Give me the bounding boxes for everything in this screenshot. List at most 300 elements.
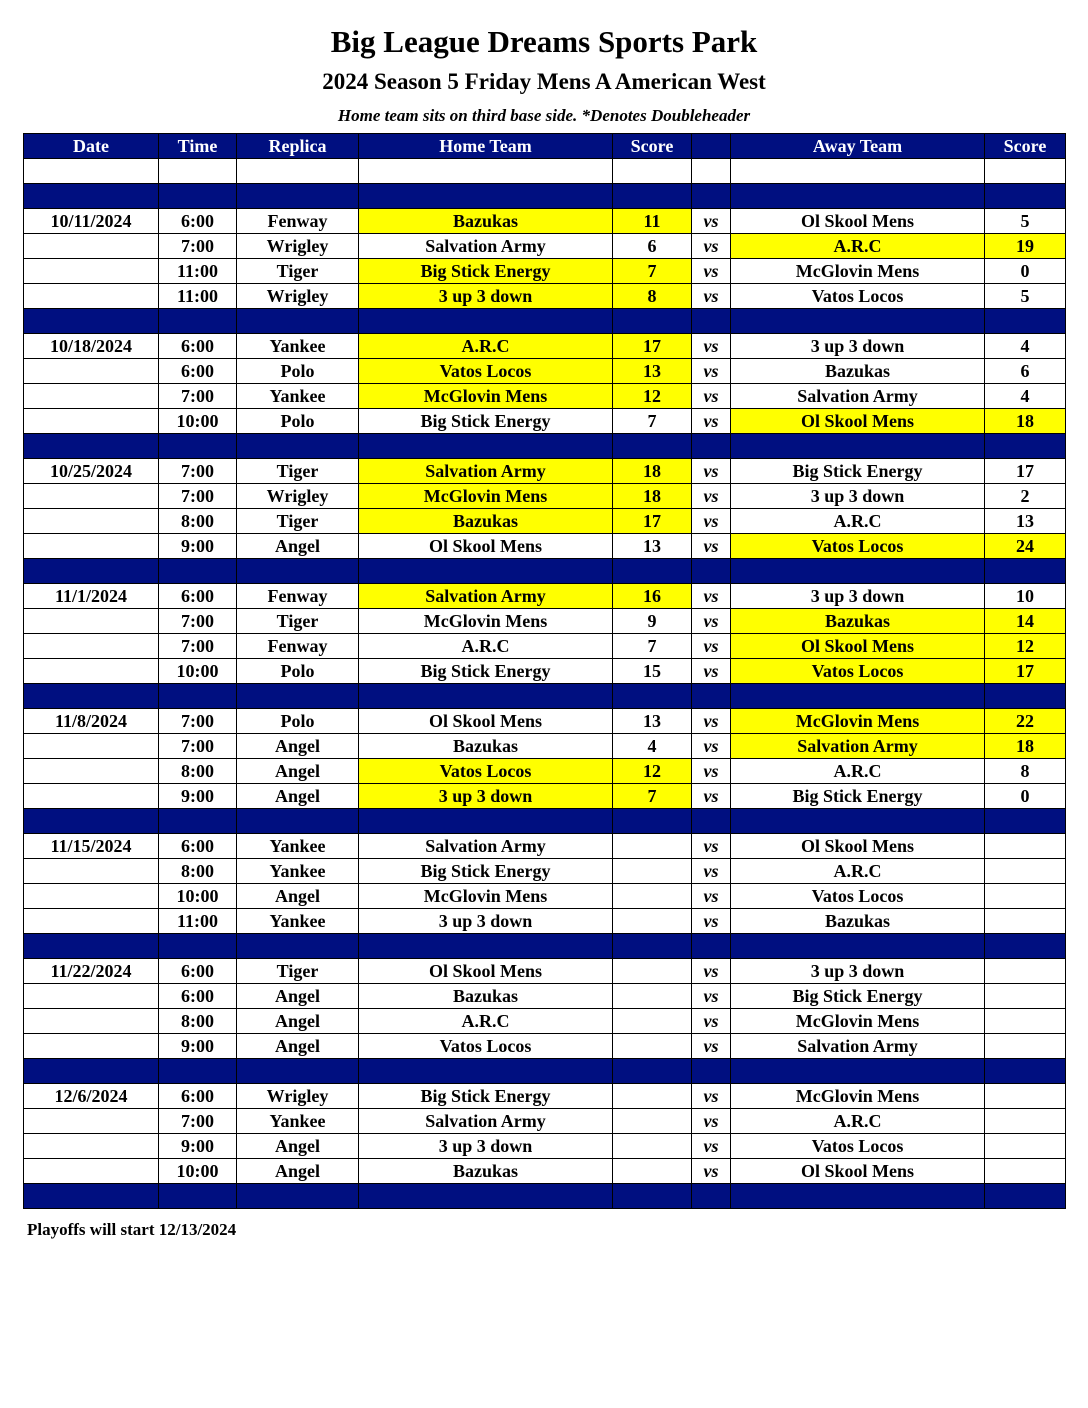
empty-cell	[359, 309, 613, 334]
home-team-cell: Big Stick Energy	[359, 1084, 613, 1109]
away-score-cell	[985, 959, 1066, 984]
home-score-cell	[613, 884, 692, 909]
empty-cell	[692, 309, 731, 334]
replica-cell: Wrigley	[237, 1084, 359, 1109]
time-cell: 7:00	[159, 459, 237, 484]
date-cell	[24, 759, 159, 784]
time-cell: 8:00	[159, 509, 237, 534]
game-row	[24, 359, 1066, 384]
game-row	[24, 1134, 1066, 1159]
game-row	[24, 334, 1066, 359]
replica-cell: Tiger	[237, 509, 359, 534]
game-row	[24, 584, 1066, 609]
date-cell	[24, 734, 159, 759]
away-score-cell: 2	[985, 484, 1066, 509]
away-score-cell: 4	[985, 384, 1066, 409]
vs-cell: vs	[692, 834, 731, 859]
home-team-cell: 3 up 3 down	[359, 909, 613, 934]
away-team-cell: Salvation Army	[731, 734, 985, 759]
replica-cell: Tiger	[237, 609, 359, 634]
col-header-vs	[692, 134, 731, 159]
vs-cell: vs	[692, 1084, 731, 1109]
vs-cell: vs	[692, 1159, 731, 1184]
empty-cell	[692, 1059, 731, 1084]
empty-cell	[24, 434, 159, 459]
playoffs-note: Playoffs will start 12/13/2024	[27, 1220, 237, 1239]
home-score-cell	[613, 1009, 692, 1034]
home-team-cell: Ol Skool Mens	[359, 534, 613, 559]
away-team-cell: A.R.C	[731, 1109, 985, 1134]
col-header-home-team: Home Team	[359, 134, 613, 159]
empty-cell	[731, 309, 985, 334]
home-team-cell: Salvation Army	[359, 834, 613, 859]
col-header-date: Date	[24, 134, 159, 159]
vs-cell: vs	[692, 784, 731, 809]
away-team-cell: Salvation Army	[731, 1034, 985, 1059]
away-score-cell: 8	[985, 759, 1066, 784]
game-row	[24, 459, 1066, 484]
away-score-cell: 6	[985, 359, 1066, 384]
empty-cell	[731, 559, 985, 584]
time-cell: 7:00	[159, 734, 237, 759]
vs-cell: vs	[692, 1134, 731, 1159]
game-row	[24, 534, 1066, 559]
away-score-cell: 18	[985, 409, 1066, 434]
empty-cell	[159, 434, 237, 459]
vs-cell: vs	[692, 484, 731, 509]
away-score-cell	[985, 1159, 1066, 1184]
col-header-home-score: Score	[613, 134, 692, 159]
home-team-cell: Salvation Army	[359, 234, 613, 259]
date-cell: 10/11/2024	[24, 209, 159, 234]
empty-cell	[359, 159, 613, 184]
vs-cell: vs	[692, 609, 731, 634]
away-score-cell: 14	[985, 609, 1066, 634]
replica-cell: Fenway	[237, 209, 359, 234]
away-team-cell: Vatos Locos	[731, 1134, 985, 1159]
replica-cell: Angel	[237, 759, 359, 784]
away-score-cell	[985, 834, 1066, 859]
home-team-cell: McGlovin Mens	[359, 609, 613, 634]
week-separator-row	[24, 434, 1066, 459]
empty-cell	[237, 159, 359, 184]
empty-cell	[159, 1184, 237, 1209]
away-team-cell: A.R.C	[731, 509, 985, 534]
empty-cell	[613, 809, 692, 834]
week-separator-row	[24, 684, 1066, 709]
empty-cell	[731, 809, 985, 834]
vs-cell: vs	[692, 884, 731, 909]
week-separator-row	[24, 809, 1066, 834]
empty-cell	[24, 684, 159, 709]
game-row	[24, 909, 1066, 934]
replica-cell: Angel	[237, 884, 359, 909]
away-team-cell: A.R.C	[731, 234, 985, 259]
home-team-cell: McGlovin Mens	[359, 884, 613, 909]
replica-cell: Fenway	[237, 584, 359, 609]
vs-cell: vs	[692, 909, 731, 934]
empty-cell	[237, 934, 359, 959]
time-cell: 6:00	[159, 834, 237, 859]
home-team-cell: Salvation Army	[359, 459, 613, 484]
empty-cell	[613, 1059, 692, 1084]
game-row	[24, 859, 1066, 884]
date-cell: 10/25/2024	[24, 459, 159, 484]
away-score-cell	[985, 909, 1066, 934]
vs-cell: vs	[692, 384, 731, 409]
time-cell: 10:00	[159, 409, 237, 434]
date-cell	[24, 359, 159, 384]
empty-cell	[731, 684, 985, 709]
away-team-cell: Big Stick Energy	[731, 459, 985, 484]
replica-cell: Tiger	[237, 459, 359, 484]
empty-cell	[24, 559, 159, 584]
schedule-body	[24, 159, 1066, 1209]
home-team-cell: A.R.C	[359, 334, 613, 359]
empty-cell	[613, 309, 692, 334]
home-team-cell: Ol Skool Mens	[359, 959, 613, 984]
time-cell: 7:00	[159, 484, 237, 509]
game-row	[24, 409, 1066, 434]
time-cell: 6:00	[159, 209, 237, 234]
time-cell: 6:00	[159, 959, 237, 984]
replica-cell: Wrigley	[237, 484, 359, 509]
replica-cell: Angel	[237, 784, 359, 809]
replica-cell: Polo	[237, 709, 359, 734]
away-score-cell: 24	[985, 534, 1066, 559]
time-cell: 7:00	[159, 709, 237, 734]
date-cell	[24, 1134, 159, 1159]
empty-cell	[24, 184, 159, 209]
replica-cell: Polo	[237, 659, 359, 684]
away-score-cell: 17	[985, 459, 1066, 484]
home-score-cell	[613, 909, 692, 934]
home-team-cell: Vatos Locos	[359, 359, 613, 384]
away-team-cell: Ol Skool Mens	[731, 634, 985, 659]
time-cell: 8:00	[159, 759, 237, 784]
replica-cell: Yankee	[237, 859, 359, 884]
home-score-cell: 7	[613, 634, 692, 659]
home-score-cell: 13	[613, 359, 692, 384]
time-cell: 9:00	[159, 1034, 237, 1059]
empty-cell	[237, 809, 359, 834]
replica-cell: Yankee	[237, 384, 359, 409]
away-team-cell: Salvation Army	[731, 384, 985, 409]
home-team-cell: Big Stick Energy	[359, 409, 613, 434]
date-cell	[24, 234, 159, 259]
col-header-replica: Replica	[237, 134, 359, 159]
empty-cell	[159, 559, 237, 584]
game-row	[24, 659, 1066, 684]
schedule-note: Home team sits on third base side. *Denotes Doubleheader	[337, 106, 751, 125]
replica-cell: Yankee	[237, 834, 359, 859]
away-score-cell: 0	[985, 259, 1066, 284]
empty-cell	[24, 159, 159, 184]
vs-cell: vs	[692, 234, 731, 259]
home-score-cell	[613, 1134, 692, 1159]
home-team-cell: Bazukas	[359, 1159, 613, 1184]
empty-cell	[613, 434, 692, 459]
game-row	[24, 484, 1066, 509]
away-team-cell: McGlovin Mens	[731, 1009, 985, 1034]
away-team-cell: McGlovin Mens	[731, 259, 985, 284]
time-cell: 7:00	[159, 384, 237, 409]
away-team-cell: Vatos Locos	[731, 534, 985, 559]
empty-cell	[731, 1059, 985, 1084]
time-cell: 6:00	[159, 334, 237, 359]
home-score-cell: 7	[613, 409, 692, 434]
game-row	[24, 959, 1066, 984]
week-separator-row	[24, 309, 1066, 334]
replica-cell: Angel	[237, 734, 359, 759]
empty-cell	[985, 184, 1066, 209]
empty-cell	[692, 684, 731, 709]
game-row	[24, 984, 1066, 1009]
away-score-cell: 18	[985, 734, 1066, 759]
vs-cell: vs	[692, 1009, 731, 1034]
vs-cell: vs	[692, 334, 731, 359]
home-score-cell	[613, 1109, 692, 1134]
home-score-cell: 6	[613, 234, 692, 259]
empty-cell	[692, 1184, 731, 1209]
time-cell: 6:00	[159, 1084, 237, 1109]
home-team-cell: Vatos Locos	[359, 1034, 613, 1059]
empty-cell	[692, 934, 731, 959]
week-separator-row	[24, 1059, 1066, 1084]
away-team-cell: Ol Skool Mens	[731, 834, 985, 859]
replica-cell: Tiger	[237, 959, 359, 984]
vs-cell: vs	[692, 209, 731, 234]
page-subtitle: 2024 Season 5 Friday Mens A American West	[322, 69, 766, 94]
time-cell: 7:00	[159, 1109, 237, 1134]
away-score-cell	[985, 1134, 1066, 1159]
empty-cell	[692, 809, 731, 834]
home-score-cell	[613, 859, 692, 884]
empty-cell	[237, 1059, 359, 1084]
game-row	[24, 1159, 1066, 1184]
game-row	[24, 509, 1066, 534]
away-team-cell: Bazukas	[731, 909, 985, 934]
empty-cell	[237, 184, 359, 209]
empty-cell	[692, 159, 731, 184]
empty-cell	[985, 159, 1066, 184]
vs-cell: vs	[692, 259, 731, 284]
home-team-cell: 3 up 3 down	[359, 784, 613, 809]
empty-cell	[359, 809, 613, 834]
game-row	[24, 384, 1066, 409]
time-cell: 10:00	[159, 884, 237, 909]
date-cell: 10/18/2024	[24, 334, 159, 359]
empty-cell	[24, 1059, 159, 1084]
vs-cell: vs	[692, 1109, 731, 1134]
away-team-cell: Ol Skool Mens	[731, 409, 985, 434]
vs-cell: vs	[692, 1034, 731, 1059]
home-team-cell: Salvation Army	[359, 1109, 613, 1134]
away-score-cell: 0	[985, 784, 1066, 809]
game-row	[24, 884, 1066, 909]
empty-cell	[985, 309, 1066, 334]
date-cell	[24, 784, 159, 809]
vs-cell: vs	[692, 709, 731, 734]
week-separator-row	[24, 184, 1066, 209]
empty-cell	[159, 184, 237, 209]
home-score-cell: 4	[613, 734, 692, 759]
home-team-cell: Bazukas	[359, 984, 613, 1009]
home-team-cell: Big Stick Energy	[359, 259, 613, 284]
replica-cell: Yankee	[237, 334, 359, 359]
replica-cell: Angel	[237, 1009, 359, 1034]
date-cell: 11/22/2024	[24, 959, 159, 984]
game-row	[24, 1084, 1066, 1109]
replica-cell: Angel	[237, 1034, 359, 1059]
empty-cell	[359, 1184, 613, 1209]
date-cell	[24, 859, 159, 884]
away-team-cell: McGlovin Mens	[731, 709, 985, 734]
time-cell: 8:00	[159, 1009, 237, 1034]
home-score-cell	[613, 959, 692, 984]
game-row	[24, 284, 1066, 309]
away-score-cell: 12	[985, 634, 1066, 659]
date-cell: 11/15/2024	[24, 834, 159, 859]
vs-cell: vs	[692, 859, 731, 884]
time-cell: 9:00	[159, 784, 237, 809]
away-team-cell: 3 up 3 down	[731, 484, 985, 509]
home-team-cell: Big Stick Energy	[359, 659, 613, 684]
date-cell	[24, 534, 159, 559]
week-separator-row	[24, 1184, 1066, 1209]
replica-cell: Polo	[237, 409, 359, 434]
empty-cell	[237, 559, 359, 584]
date-cell	[24, 1034, 159, 1059]
home-team-cell: Salvation Army	[359, 584, 613, 609]
vs-cell: vs	[692, 634, 731, 659]
away-team-cell: A.R.C	[731, 759, 985, 784]
date-cell	[24, 659, 159, 684]
empty-cell	[237, 1184, 359, 1209]
time-cell: 6:00	[159, 984, 237, 1009]
empty-cell	[159, 159, 237, 184]
away-team-cell: Ol Skool Mens	[731, 1159, 985, 1184]
empty-cell	[985, 684, 1066, 709]
empty-cell	[731, 1184, 985, 1209]
replica-cell: Wrigley	[237, 234, 359, 259]
date-cell	[24, 409, 159, 434]
home-score-cell	[613, 834, 692, 859]
home-team-cell: McGlovin Mens	[359, 484, 613, 509]
empty-cell	[692, 184, 731, 209]
home-score-cell: 9	[613, 609, 692, 634]
home-score-cell	[613, 1159, 692, 1184]
game-row	[24, 1109, 1066, 1134]
game-row	[24, 259, 1066, 284]
empty-cell	[359, 434, 613, 459]
home-team-cell: Bazukas	[359, 734, 613, 759]
time-cell: 6:00	[159, 359, 237, 384]
home-score-cell: 17	[613, 509, 692, 534]
empty-cell	[237, 684, 359, 709]
week-separator-row	[24, 559, 1066, 584]
game-row	[24, 634, 1066, 659]
empty-cell	[613, 684, 692, 709]
home-team-cell: Vatos Locos	[359, 759, 613, 784]
game-row	[24, 734, 1066, 759]
away-score-cell	[985, 1009, 1066, 1034]
away-team-cell: Ol Skool Mens	[731, 209, 985, 234]
away-team-cell: 3 up 3 down	[731, 584, 985, 609]
empty-cell	[24, 809, 159, 834]
away-team-cell: McGlovin Mens	[731, 1084, 985, 1109]
game-row	[24, 234, 1066, 259]
away-team-cell: Bazukas	[731, 359, 985, 384]
home-score-cell: 7	[613, 259, 692, 284]
game-row	[24, 709, 1066, 734]
empty-cell	[731, 934, 985, 959]
home-team-cell: Ol Skool Mens	[359, 709, 613, 734]
replica-cell: Fenway	[237, 634, 359, 659]
col-header-away-team: Away Team	[731, 134, 985, 159]
away-score-cell: 17	[985, 659, 1066, 684]
empty-cell	[613, 934, 692, 959]
replica-cell: Angel	[237, 1134, 359, 1159]
empty-cell	[731, 184, 985, 209]
date-cell	[24, 634, 159, 659]
away-score-cell: 4	[985, 334, 1066, 359]
empty-cell	[159, 684, 237, 709]
vs-cell: vs	[692, 984, 731, 1009]
empty-cell	[692, 434, 731, 459]
time-cell: 7:00	[159, 234, 237, 259]
vs-cell: vs	[692, 509, 731, 534]
replica-cell: Angel	[237, 1159, 359, 1184]
empty-cell	[731, 434, 985, 459]
time-cell: 7:00	[159, 609, 237, 634]
replica-cell: Polo	[237, 359, 359, 384]
date-cell: 11/1/2024	[24, 584, 159, 609]
game-row	[24, 784, 1066, 809]
away-score-cell: 13	[985, 509, 1066, 534]
time-cell: 9:00	[159, 534, 237, 559]
away-score-cell	[985, 1034, 1066, 1059]
away-score-cell	[985, 1084, 1066, 1109]
game-row	[24, 209, 1066, 234]
time-cell: 11:00	[159, 909, 237, 934]
date-cell	[24, 1109, 159, 1134]
vs-cell: vs	[692, 409, 731, 434]
empty-cell	[159, 934, 237, 959]
vs-cell: vs	[692, 959, 731, 984]
empty-cell	[24, 1184, 159, 1209]
vs-cell: vs	[692, 584, 731, 609]
vs-cell: vs	[692, 359, 731, 384]
blank-row	[24, 159, 1066, 184]
home-team-cell: Bazukas	[359, 209, 613, 234]
time-cell: 11:00	[159, 259, 237, 284]
time-cell: 10:00	[159, 659, 237, 684]
game-row	[24, 609, 1066, 634]
away-score-cell: 19	[985, 234, 1066, 259]
header-row	[24, 134, 1066, 159]
date-cell	[24, 609, 159, 634]
empty-cell	[613, 559, 692, 584]
empty-cell	[159, 1059, 237, 1084]
away-score-cell: 10	[985, 584, 1066, 609]
vs-cell: vs	[692, 759, 731, 784]
home-team-cell: McGlovin Mens	[359, 384, 613, 409]
home-team-cell: 3 up 3 down	[359, 1134, 613, 1159]
home-score-cell: 11	[613, 209, 692, 234]
home-score-cell: 18	[613, 459, 692, 484]
away-score-cell	[985, 1109, 1066, 1134]
